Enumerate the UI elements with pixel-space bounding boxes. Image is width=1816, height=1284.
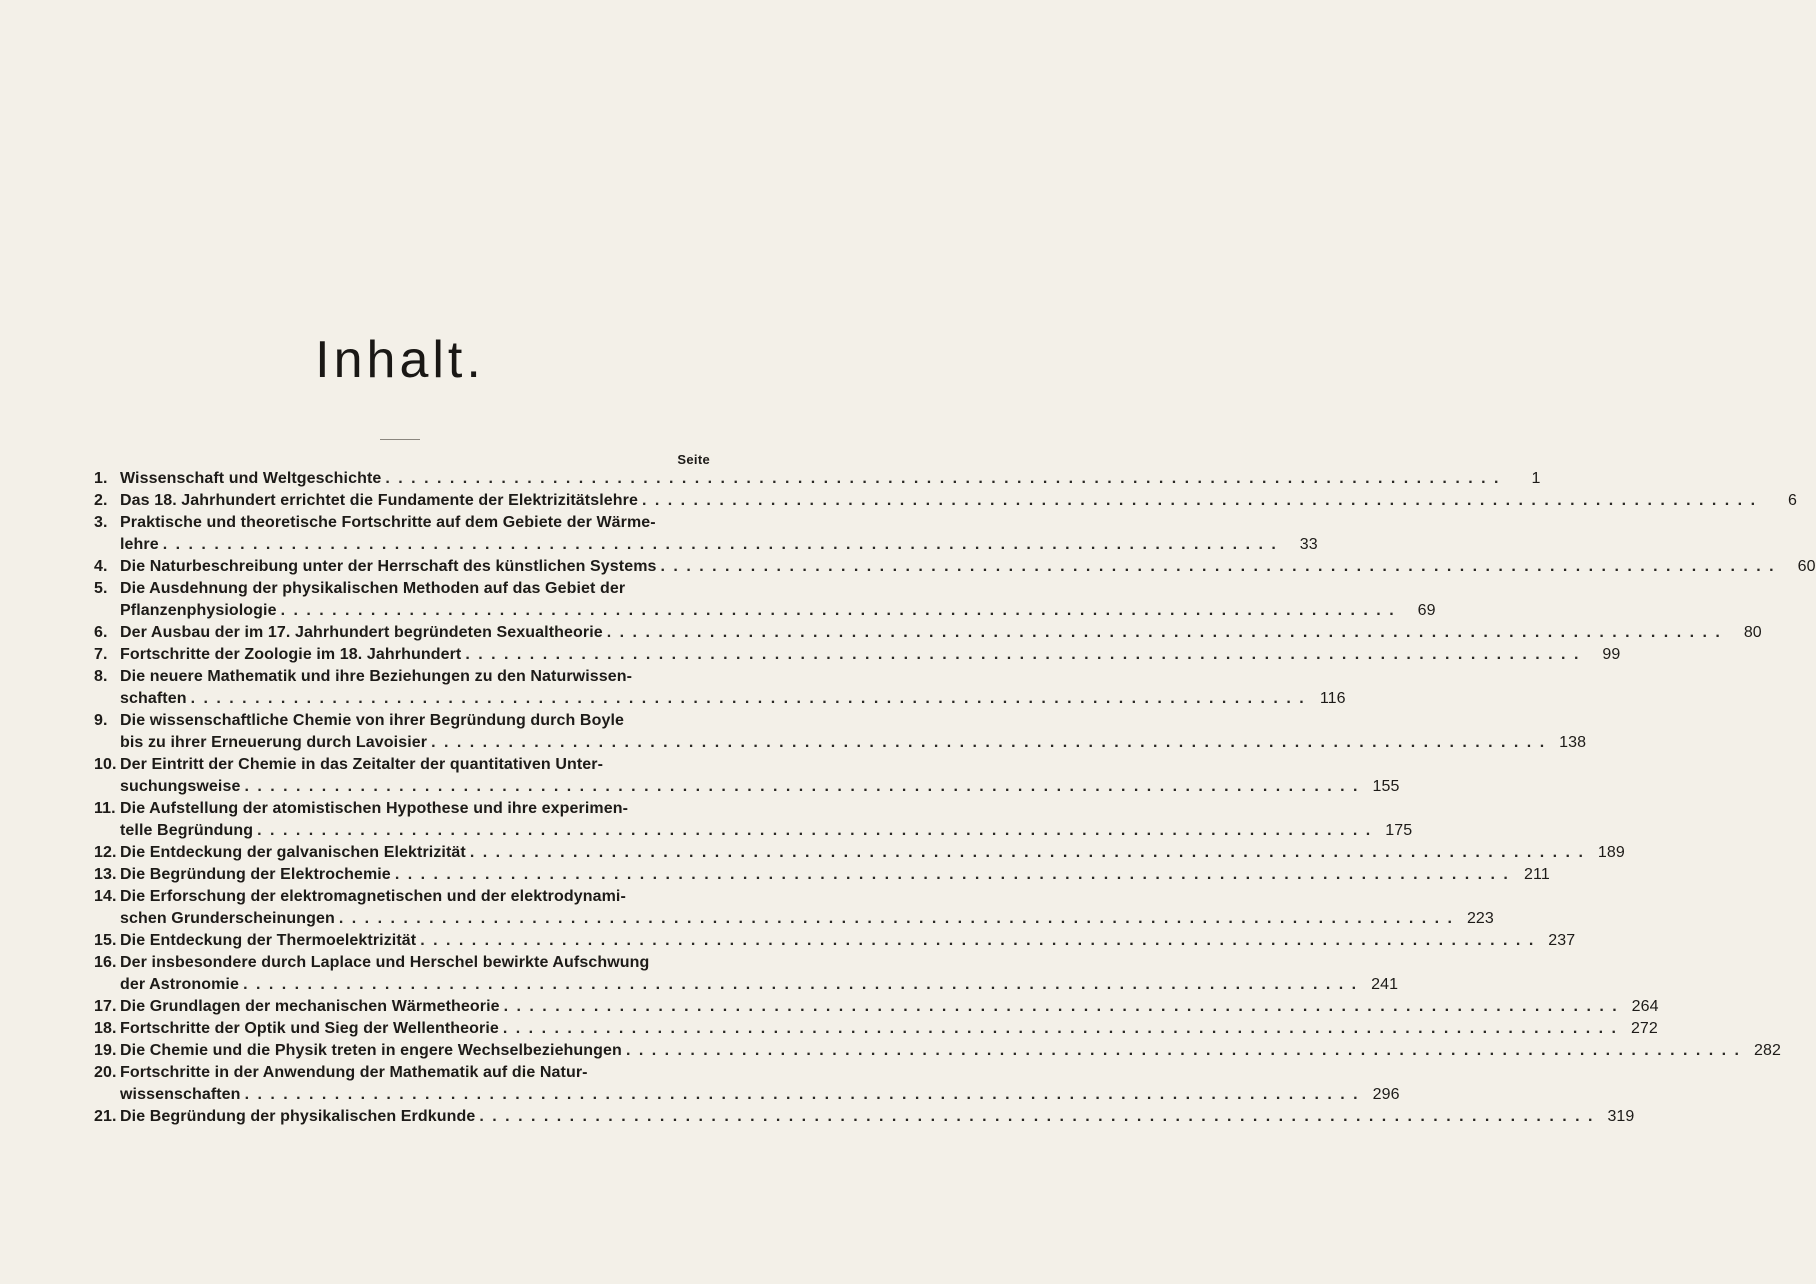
toc-entry — [94, 842, 1625, 864]
toc-entry-line — [120, 534, 1318, 556]
dot-leader — [391, 864, 1514, 886]
toc-entry-title: Pflanzenphysiologie — [120, 602, 277, 619]
toc-entry-number: 17. — [94, 998, 117, 1015]
toc-entry-title: Der insbesondere durch Laplace und Herschel bewirkte Aufschwung — [120, 954, 650, 971]
toc-entry-line — [120, 732, 1587, 754]
toc-entry-page-number: 33 — [1299, 536, 1318, 553]
page-column-header: Seite — [677, 452, 710, 467]
toc-entry — [94, 798, 1413, 842]
toc-entry-title: Fortschritte der Optik und Sieg der Wellentheorie — [120, 1020, 499, 1037]
toc-entry — [94, 468, 1541, 490]
toc-entry-title: Die Entdeckung der galvanischen Elektrizität — [120, 844, 466, 861]
toc-entry-number: 12. — [94, 844, 117, 861]
dot-leader — [603, 622, 1726, 644]
toc-entry-page-number: 80 — [1743, 624, 1762, 641]
toc-entry-page-number: 264 — [1631, 998, 1659, 1015]
toc-entry — [94, 1062, 1400, 1106]
toc-entry — [94, 864, 1550, 886]
toc-entry-page-number: 138 — [1559, 734, 1587, 751]
toc-entry-line — [120, 490, 1798, 512]
toc-entry-number: 6. — [94, 624, 108, 641]
toc-entry — [94, 1018, 1658, 1040]
dot-leader — [335, 908, 1458, 930]
toc-entry-title: Die Aufstellung der atomistischen Hypothese und ihre experimen- — [120, 800, 629, 817]
toc-entry-page-number: 189 — [1597, 844, 1625, 861]
toc-entry — [94, 666, 1346, 710]
toc-entry-line — [120, 820, 1413, 842]
toc-entry-line — [120, 974, 1399, 996]
toc-entry-line — [120, 930, 1576, 952]
toc-entry-number: 20. — [94, 1064, 117, 1081]
toc-entry-number: 15. — [94, 932, 117, 949]
dot-leader — [277, 600, 1400, 622]
toc-entry-title: Die wissenschaftliche Chemie von ihrer Begründung durch Boyle — [120, 712, 624, 729]
toc-entry-page-number: 282 — [1753, 1042, 1781, 1059]
toc-entry-title: schaften — [120, 690, 187, 707]
toc-entry-title: wissenschaften — [120, 1086, 241, 1103]
toc-entry-number: 21. — [94, 1108, 117, 1125]
toc-entry-number: 9. — [94, 712, 108, 729]
toc-entry-line — [120, 512, 712, 534]
toc-entry-page-number: 237 — [1548, 932, 1576, 949]
toc-entry-line — [120, 842, 1625, 864]
toc-entry-title: Die neuere Mathematik und ihre Beziehungen zu den Naturwissen- — [120, 668, 633, 685]
dot-leader — [253, 820, 1376, 842]
dot-leader — [427, 732, 1550, 754]
toc-entry-title: Der Ausbau der im 17. Jahrhundert begründeten Sexualtheorie — [120, 624, 603, 641]
toc-entry-number: 11. — [94, 800, 116, 817]
toc-entry-page-number: 272 — [1630, 1020, 1658, 1037]
toc-entry-line — [120, 578, 712, 600]
toc-entry-line — [120, 710, 712, 732]
dot-leader — [622, 1040, 1745, 1062]
toc-entry — [94, 490, 1798, 512]
toc-entry — [94, 578, 1436, 622]
toc-entry-title: Die Entdeckung der Thermoelektrizität — [120, 932, 417, 949]
toc-entry-line — [120, 556, 1816, 578]
dot-leader — [187, 688, 1310, 710]
toc-entry-title: Fortschritte der Zoologie im 18. Jahrhundert — [120, 646, 462, 663]
toc-entry-page-number: 211 — [1524, 866, 1550, 883]
toc-entry — [94, 644, 1621, 666]
toc-entry-line — [120, 468, 1541, 490]
dot-leader — [239, 974, 1362, 996]
toc-entry-title: Fortschritte in der Anwendung der Mathematik auf die Natur- — [120, 1064, 588, 1081]
toc-entry-line — [120, 1062, 712, 1084]
toc-entry-page-number: 241 — [1371, 976, 1399, 993]
dot-leader — [461, 644, 1584, 666]
table-of-contents — [94, 468, 1816, 1128]
dot-leader — [657, 556, 1780, 578]
toc-entry-title: Die Erforschung der elektromagnetischen und der elektrodynami- — [120, 888, 626, 905]
toc-entry-line — [120, 1106, 1635, 1128]
toc-entry-number: 4. — [94, 558, 108, 575]
toc-entry-line — [120, 622, 1762, 644]
toc-entry-number: 5. — [94, 580, 108, 597]
toc-entry-page-number: 99 — [1602, 646, 1621, 663]
toc-entry-title: lehre — [120, 536, 159, 553]
toc-entry-line — [120, 952, 712, 974]
toc-entry-title: der Astronomie — [120, 976, 240, 993]
toc-entry-title: Die Ausdehnung der physikalischen Methoden auf das Gebiet der — [120, 580, 626, 597]
toc-entry-line — [120, 666, 712, 688]
toc-entry-number: 16. — [94, 954, 117, 971]
toc-entry-page-number: 60 — [1797, 558, 1816, 575]
toc-entry — [94, 886, 1494, 930]
toc-entry-line — [120, 908, 1494, 930]
toc-entry-page-number: 155 — [1372, 778, 1400, 795]
toc-entry — [94, 512, 1318, 556]
toc-entry-page-number: 116 — [1319, 690, 1346, 707]
toc-entry-line — [120, 798, 712, 820]
toc-entry-title: suchungsweise — [120, 778, 241, 795]
toc-entry — [94, 1106, 1635, 1128]
toc-entry-page-number: 319 — [1607, 1108, 1635, 1125]
toc-entry — [94, 754, 1400, 798]
toc-entry-title: Der Eintritt der Chemie in das Zeitalter der quantitativen Unter- — [120, 756, 604, 773]
toc-entry-number: 1. — [94, 470, 108, 487]
dot-leader — [159, 534, 1282, 556]
toc-entry-number: 18. — [94, 1020, 117, 1037]
toc-entry-title: Praktische und theoretische Fortschritte auf dem Gebiete der Wärme- — [120, 514, 656, 531]
dot-leader — [466, 842, 1589, 864]
title-divider — [380, 439, 420, 440]
dot-leader — [499, 1018, 1622, 1040]
toc-entry — [94, 996, 1659, 1018]
toc-entry-number: 8. — [94, 668, 108, 685]
toc-entry-number: 19. — [94, 1042, 117, 1059]
toc-entry-title: schen Grunderscheinungen — [120, 910, 335, 927]
toc-entry-line — [120, 776, 1400, 798]
dot-leader — [240, 776, 1363, 798]
toc-entry-line — [120, 600, 1436, 622]
toc-entry-title: Die Naturbeschreibung unter der Herrschaft des künstlichen Systems — [120, 558, 657, 575]
toc-entry-line — [120, 688, 1346, 710]
toc-entry-number: 10. — [94, 756, 117, 773]
dot-leader — [241, 1084, 1364, 1106]
toc-entry-page-number: 296 — [1372, 1086, 1400, 1103]
toc-entry-number: 3. — [94, 514, 108, 531]
dot-leader — [381, 468, 1504, 490]
toc-entry-line — [120, 1040, 1781, 1062]
dot-leader — [416, 930, 1539, 952]
toc-entry-title: bis zu ihrer Erneuerung durch Lavoisier — [120, 734, 428, 751]
toc-entry-number: 2. — [94, 492, 108, 509]
toc-entry — [94, 622, 1762, 644]
toc-entry-page-number: 69 — [1417, 602, 1436, 619]
toc-entry — [94, 1040, 1781, 1062]
toc-entry — [94, 710, 1587, 754]
toc-entry-line — [120, 1084, 1400, 1106]
toc-entry-title: Wissenschaft und Weltgeschichte — [120, 470, 382, 487]
toc-entry-line — [120, 754, 712, 776]
toc-entry-title: telle Begründung — [120, 822, 254, 839]
toc-entry-line — [120, 1018, 1658, 1040]
toc-entry — [94, 930, 1576, 952]
toc-entry-line — [120, 996, 1659, 1018]
toc-entry-page-number: 223 — [1466, 910, 1494, 927]
toc-entry-number: 14. — [94, 888, 117, 905]
toc-entry-title: Die Chemie und die Physik treten in engere Wechselbeziehungen — [120, 1042, 622, 1059]
toc-entry-title: Das 18. Jahrhundert errichtet die Fundamente der Elektrizitätslehre — [120, 492, 638, 509]
toc-entry-line — [120, 886, 712, 908]
toc-entry-page-number: 175 — [1385, 822, 1413, 839]
page-title: Inhalt. — [315, 331, 485, 389]
dot-leader — [638, 490, 1761, 512]
toc-entry-number: 13. — [94, 866, 117, 883]
toc-entry-page-number: 1 — [1531, 470, 1541, 487]
toc-entry-title: Die Grundlagen der mechanischen Wärmetheorie — [120, 998, 500, 1015]
toc-entry-line — [120, 644, 1621, 666]
toc-entry — [94, 952, 1399, 996]
toc-entry-title: Die Begründung der physikalischen Erdkunde — [120, 1108, 476, 1125]
toc-entry-number: 7. — [94, 646, 108, 663]
toc-entry-line — [120, 864, 1550, 886]
toc-entry-title: Die Begründung der Elektrochemie — [120, 866, 391, 883]
toc-entry-page-number: 6 — [1788, 492, 1798, 509]
dot-leader — [500, 996, 1623, 1018]
dot-leader — [475, 1106, 1598, 1128]
toc-entry — [94, 556, 1816, 578]
